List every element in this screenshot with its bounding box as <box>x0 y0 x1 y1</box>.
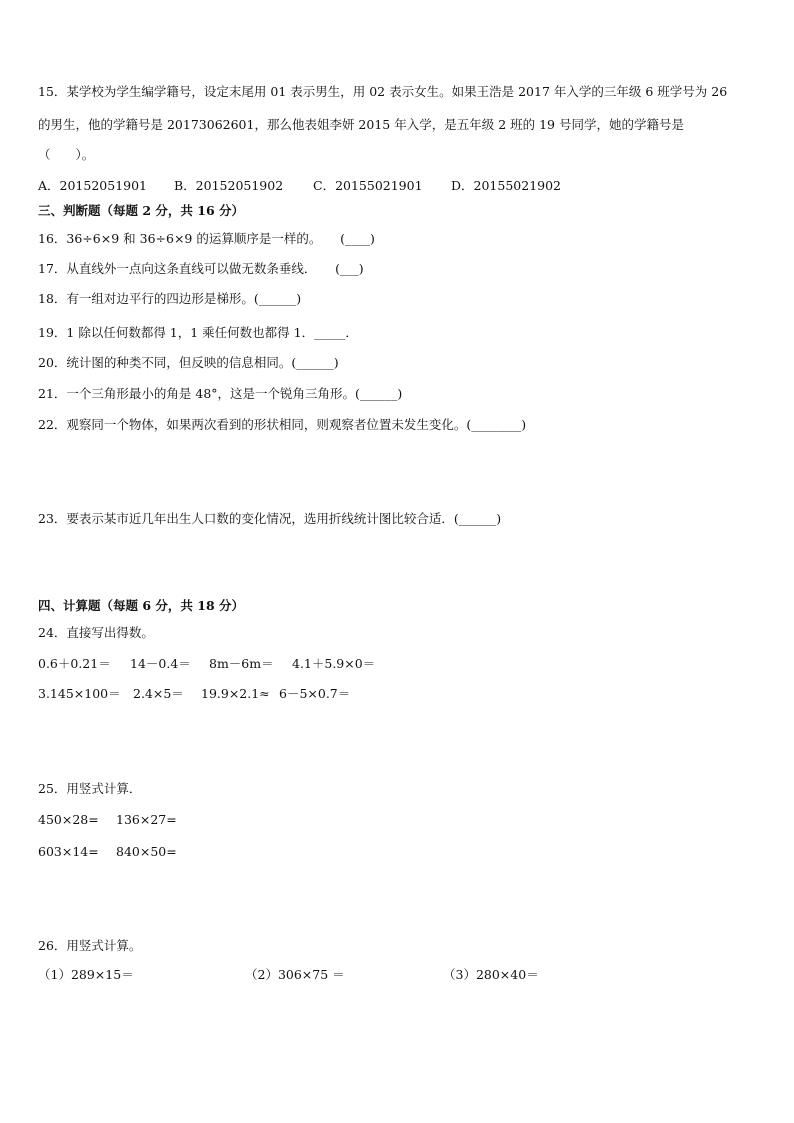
q24-item-1: 0.6＋0.21＝ <box>38 656 111 671</box>
q26-item-2: （2）306×75 ＝ <box>245 967 345 982</box>
q22: 22．观察同一个物体，如果两次看到的形状相同，则观察者位置未发生变化。(________) <box>38 417 527 432</box>
q24-item-2: 14－0.4＝ <box>130 656 191 671</box>
q20: 20．统计图的种类不同，但反映的信息相同。(______) <box>38 355 339 370</box>
q24-item-6: 2.4×5＝ <box>133 686 184 701</box>
q24-item-3: 8m－6m＝ <box>209 656 274 671</box>
q21: 21．一个三角形最小的角是 48°，这是一个锐角三角形。(______) <box>38 386 403 401</box>
q15-line-1: 15．某学校为学生编学籍号，设定末尾用 01 表示男生，用 02 表示女生。如果王浩是 2017 年入学的三年级 6 班学号为 26 <box>38 84 728 99</box>
q24-item-4: 4.1＋5.9×0＝ <box>292 656 376 671</box>
q25-item-3: 603×14= <box>38 844 99 859</box>
q24-item-7: 19.9×2.1≈ <box>201 686 270 701</box>
q17: 17．从直线外一点向这条直线可以做无数条垂线． (___) <box>38 261 364 276</box>
q15-line-3: （ ）。 <box>38 147 95 162</box>
q25-row-2 <box>38 844 177 860</box>
q26-item-1: （1）289×15＝ <box>38 967 134 982</box>
q15-option-b: B．20152051902 <box>174 178 284 193</box>
q26-row-1 <box>38 967 539 983</box>
q25-item-2: 136×27= <box>116 812 177 827</box>
q23: 23．要表示某市近几年出生人口数的变化情况，选用折线统计图比较合适．(______) <box>38 511 502 526</box>
q24-item-8: 6－5×0.7＝ <box>279 686 351 701</box>
section-3-title: 三、判断题（每题 2 分，共 16 分） <box>38 203 245 218</box>
q25-item-1: 450×28= <box>38 812 99 827</box>
q15-option-c: C．20155021901 <box>313 178 423 193</box>
q19: 19．1 除以任何数都得 1，1 乘任何数也都得 1．_____． <box>38 325 358 340</box>
q26-item-3: （3）280×40＝ <box>443 967 539 982</box>
q15-options <box>38 178 561 194</box>
section-4-title: 四、计算题（每题 6 分，共 18 分） <box>38 598 245 613</box>
q15-line-2: 的男生，他的学籍号是 20173062601，那么他表姐李妍 2015 年入学，是五年级 2 班的 19 号同学，她的学籍号是 <box>38 117 684 132</box>
q24-item-5: 3.145×100＝ <box>38 686 121 701</box>
q26-title: 26．用竖式计算。 <box>38 938 142 953</box>
q24-row-2 <box>38 686 350 702</box>
q25-item-4: 840×50= <box>116 844 177 859</box>
q24-row-1 <box>38 656 375 672</box>
q15-option-d: D．20155021902 <box>451 178 562 193</box>
q16: 16．36÷6×9 和 36÷6×9 的运算顺序是一样的。 (____) <box>38 231 375 246</box>
q24-title: 24．直接写出得数。 <box>38 625 154 640</box>
q25-title: 25．用竖式计算． <box>38 781 142 796</box>
q18: 18．有一组对边平行的四边形是梯形。(______) <box>38 291 302 306</box>
q25-row-1 <box>38 812 177 828</box>
q15-option-a: A．20152051901 <box>38 178 148 193</box>
